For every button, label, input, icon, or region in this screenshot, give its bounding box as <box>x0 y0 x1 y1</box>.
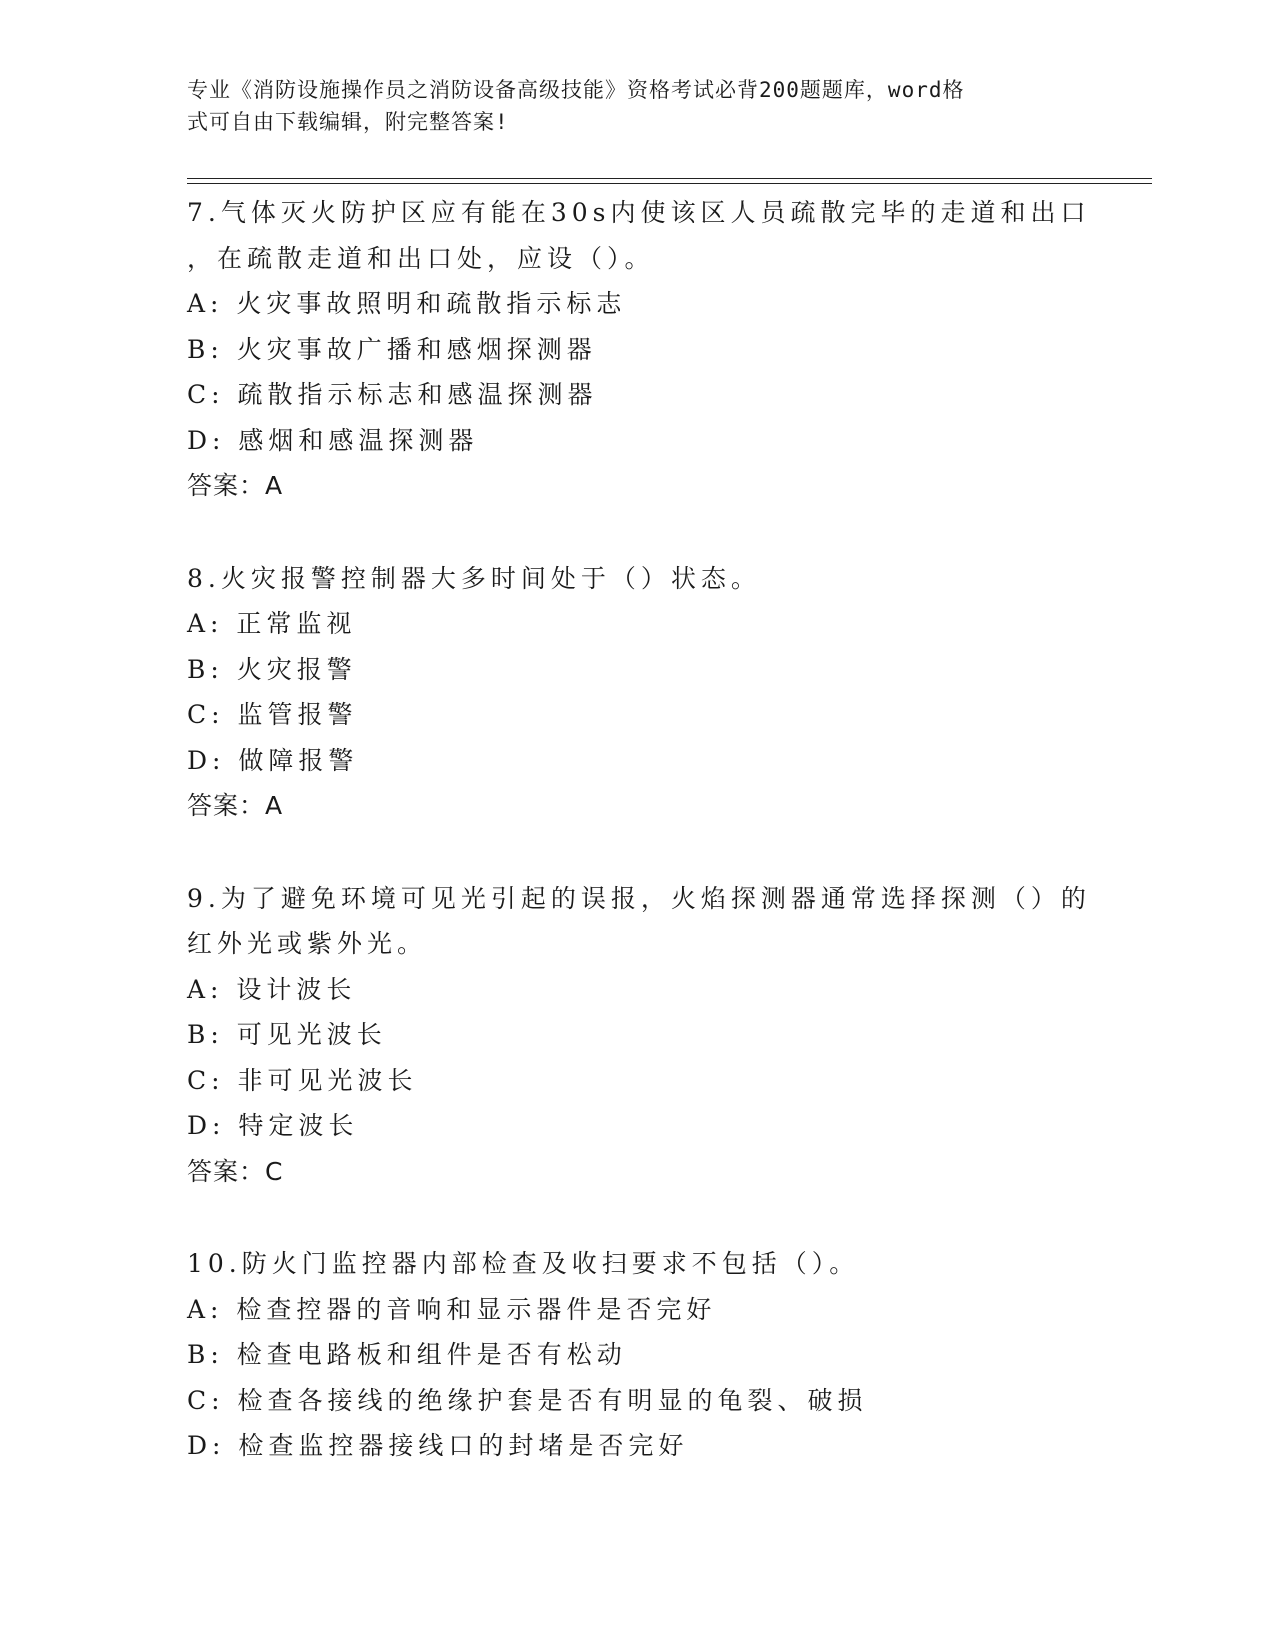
question-text: 8.火灾报警控制器大多时间处于（）状态。 <box>187 563 761 593</box>
question-text: 红外光或紫外光。 <box>187 929 428 958</box>
option-c: C: 监管报警 <box>187 700 358 729</box>
option-d: D: 感烟和感温探测器 <box>187 425 479 455</box>
header-divider-top <box>187 178 1152 179</box>
question-list <box>187 190 1152 1469</box>
header-line-1: 专业《消防设施操作员之消防设备高级技能》资格考试必背200题题库，word格 <box>187 78 965 102</box>
document-header <box>187 74 1067 138</box>
question-text: ，在疏散走道和出口处，应设（）。 <box>187 243 655 273</box>
option-a: A: 检查控器的音响和显示器件是否完好 <box>187 1294 717 1324</box>
option-b: B: 火灾报警 <box>187 654 357 684</box>
answer: 答案：A <box>187 471 284 500</box>
option-a: A: 火灾事故照明和疏散指示标志 <box>187 289 627 318</box>
question-7 <box>187 190 1152 509</box>
option-d: D: 检查监控器接线口的封堵是否完好 <box>187 1431 689 1460</box>
header-line-2: 式可自由下载编辑，附完整答案! <box>187 110 509 134</box>
answer: 答案：C <box>187 1156 284 1186</box>
option-d: D: 做障报警 <box>187 745 359 775</box>
question-9 <box>187 876 1152 1195</box>
spacer <box>187 509 1152 556</box>
answer: 答案：A <box>187 791 284 820</box>
question-text: 10.防火门监控器内部检查及收扫要求不包括（）。 <box>187 1249 860 1278</box>
option-c: C: 疏散指示标志和感温探测器 <box>187 380 598 409</box>
spacer <box>187 1194 1152 1241</box>
spacer <box>187 829 1152 876</box>
option-b: B: 火灾事故广播和感烟探测器 <box>187 334 597 364</box>
option-b: B: 检查电路板和组件是否有松动 <box>187 1340 627 1369</box>
option-d: D: 特定波长 <box>187 1111 359 1140</box>
option-a: A: 正常监视 <box>187 609 357 638</box>
question-10 <box>187 1241 1152 1469</box>
question-text: 9.为了避免环境可见光引起的误报，火焰探测器通常选择探测（）的 <box>187 883 1091 913</box>
option-c: C: 非可见光波长 <box>187 1065 418 1095</box>
question-8 <box>187 556 1152 829</box>
option-c: C: 检查各接线的绝缘护套是否有明显的龟裂、破损 <box>187 1385 868 1415</box>
option-a: A: 设计波长 <box>187 974 357 1004</box>
header-divider-bottom <box>187 183 1152 184</box>
question-text: 7.气体灭火防护区应有能在30s内使该区人员疏散完毕的走道和出口 <box>187 198 1091 227</box>
option-b: B: 可见光波长 <box>187 1020 387 1049</box>
